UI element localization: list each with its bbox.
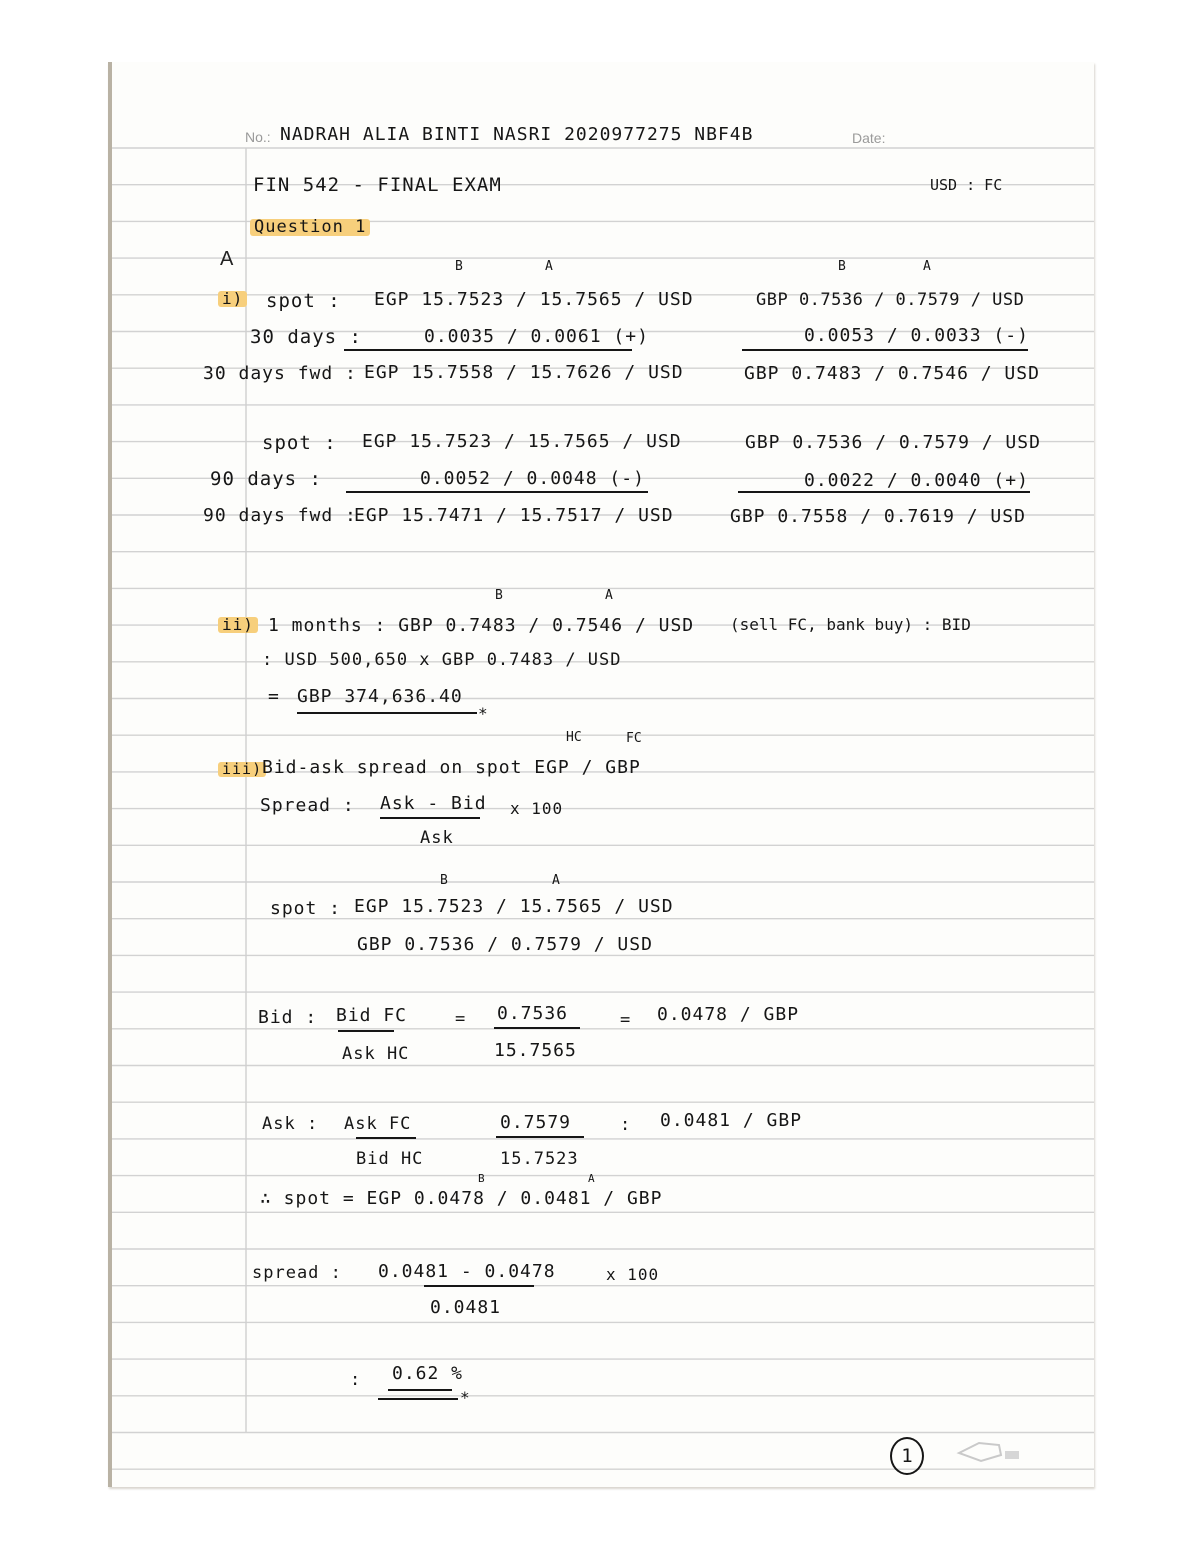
home-currency-label: HC <box>566 730 582 745</box>
ask-column-label: A <box>605 588 613 603</box>
fraction-bar <box>380 817 480 819</box>
ask-column-label: A <box>545 259 553 274</box>
bid-equals: = <box>455 1009 467 1029</box>
90-days-gbp-points: 0.0022 / 0.0040 (+) <box>804 470 1029 491</box>
spread-label-2: spread : <box>252 1263 342 1283</box>
section-label: A <box>220 248 234 270</box>
question-label: Question 1 <box>250 219 370 236</box>
final-answer: 0.62 % <box>392 1363 464 1384</box>
spot-egp-quote: EGP 15.7523 / 15.7565 / USD <box>374 289 694 310</box>
foreign-currency-label: FC <box>626 731 642 746</box>
spot-label-2: spot : <box>262 432 337 454</box>
fraction-bar <box>338 1030 394 1032</box>
fraction-bar <box>496 1136 584 1138</box>
ask-value-denominator: 15.7523 <box>500 1149 579 1169</box>
no-label: No.: <box>245 129 271 145</box>
fraction-bar <box>356 1137 416 1139</box>
spot-egp-quote-2: EGP 15.7523 / 15.7565 / USD <box>362 431 682 452</box>
ask-formula-numerator: Ask FC <box>344 1114 412 1134</box>
30-days-forward-egp: EGP 15.7558 / 15.7626 / USD <box>364 362 684 383</box>
part-i-number: i) <box>218 291 247 307</box>
answer-mark: * <box>478 704 489 723</box>
sum-line <box>344 349 632 351</box>
ask-column-label: A <box>588 1172 595 1185</box>
ask-label: Ask : <box>262 1114 319 1134</box>
spread-denominator: Ask <box>420 828 454 848</box>
bid-column-label: B <box>478 1172 485 1185</box>
30-days-label: 30 days : <box>250 326 362 348</box>
conversion-line: : USD 500,650 x GBP 0.7483 / USD <box>262 650 622 670</box>
spot-label-3: spot : <box>270 898 342 919</box>
bid-column-label-gbp: B <box>838 259 846 274</box>
spot-gbp-quote-3: GBP 0.7536 / 0.7579 / USD <box>357 934 653 955</box>
ask-column-label: A <box>552 873 560 888</box>
bid-column-label: B <box>455 259 463 274</box>
answer-mark: * <box>460 1388 471 1407</box>
part-ii-number: ii) <box>218 617 258 633</box>
bid-value-numerator: 0.7536 <box>497 1003 569 1024</box>
spread-calc-denominator: 0.0481 <box>430 1297 502 1318</box>
bid-result: 0.0478 / GBP <box>657 1004 800 1025</box>
30-days-forward-label: 30 days fwd : <box>203 363 357 384</box>
one-month-quote: 1 months : GBP 0.7483 / 0.7546 / USD <box>268 615 695 636</box>
ask-formula-denominator: Bid HC <box>356 1149 424 1169</box>
date-label: Date: <box>852 130 886 146</box>
spread-label: Spread : <box>260 795 355 816</box>
bid-column-label: B <box>440 873 448 888</box>
spread-calc-numerator: 0.0481 - 0.0478 <box>378 1261 556 1282</box>
answer-underline <box>378 1398 458 1400</box>
bid-value-denominator: 15.7565 <box>494 1040 577 1061</box>
conversion-equals: = <box>268 686 280 707</box>
conversion-result: GBP 374,636.40 <box>297 686 463 707</box>
quote-convention: USD : FC <box>930 176 1003 194</box>
answer-underline <box>388 1389 452 1391</box>
sum-line <box>742 349 1028 351</box>
spot-label: spot : <box>266 290 341 312</box>
answer-equals: : <box>350 1370 362 1390</box>
bid-column-label: B <box>495 588 503 603</box>
ask-value-numerator: 0.7579 <box>500 1112 572 1133</box>
30-days-forward-gbp: GBP 0.7483 / 0.7546 / USD <box>744 363 1040 384</box>
30-days-egp-points: 0.0035 / 0.0061 (+) <box>424 326 649 347</box>
spread-multiplier: x 100 <box>510 799 564 818</box>
spot-cross-rate: ∴ spot = EGP 0.0478 / 0.0481 / GBP <box>260 1188 663 1209</box>
spot-gbp-quote: GBP 0.7536 / 0.7579 / USD <box>756 290 1025 310</box>
ask-equals: : <box>620 1115 632 1135</box>
page-number: 1 <box>890 1437 924 1475</box>
transaction-note: (sell FC, bank buy) : BID <box>730 615 971 634</box>
90-days-forward-label: 90 days fwd : <box>203 505 357 526</box>
spread-calc-multiplier: x 100 <box>606 1265 660 1284</box>
ask-result: 0.0481 / GBP <box>660 1110 803 1131</box>
page-title: FIN 542 - FINAL EXAM <box>253 174 502 196</box>
90-days-label: 90 days : <box>210 468 322 490</box>
part-iii-heading: Bid-ask spread on spot EGP / GBP <box>262 757 641 778</box>
90-days-forward-gbp: GBP 0.7558 / 0.7619 / USD <box>730 506 1026 527</box>
sum-line <box>738 491 1030 493</box>
fraction-bar <box>424 1285 534 1287</box>
student-info: NADRAH ALIA BINTI NASRI 2020977275 NBF4B <box>280 124 754 145</box>
result-underline <box>297 712 477 714</box>
fraction-bar <box>494 1027 580 1029</box>
sum-line <box>346 491 648 493</box>
30-days-gbp-points: 0.0053 / 0.0033 (-) <box>804 325 1029 346</box>
ask-column-label-gbp: A <box>923 259 931 274</box>
spot-egp-quote-3: EGP 15.7523 / 15.7565 / USD <box>354 896 674 917</box>
bid-formula-denominator: Ask HC <box>342 1044 410 1064</box>
part-iii-number: iii) <box>218 762 266 777</box>
bid-label: Bid : <box>258 1007 318 1028</box>
90-days-egp-points: 0.0052 / 0.0048 (-) <box>420 468 645 489</box>
notebook-logo <box>955 1435 1025 1469</box>
spread-numerator: Ask - Bid <box>380 793 487 814</box>
bid-equals-2: = <box>620 1010 632 1030</box>
90-days-forward-egp: EGP 15.7471 / 15.7517 / USD <box>354 505 674 526</box>
spot-gbp-quote-2: GBP 0.7536 / 0.7579 / USD <box>745 432 1041 453</box>
bid-formula-numerator: Bid FC <box>336 1005 408 1026</box>
